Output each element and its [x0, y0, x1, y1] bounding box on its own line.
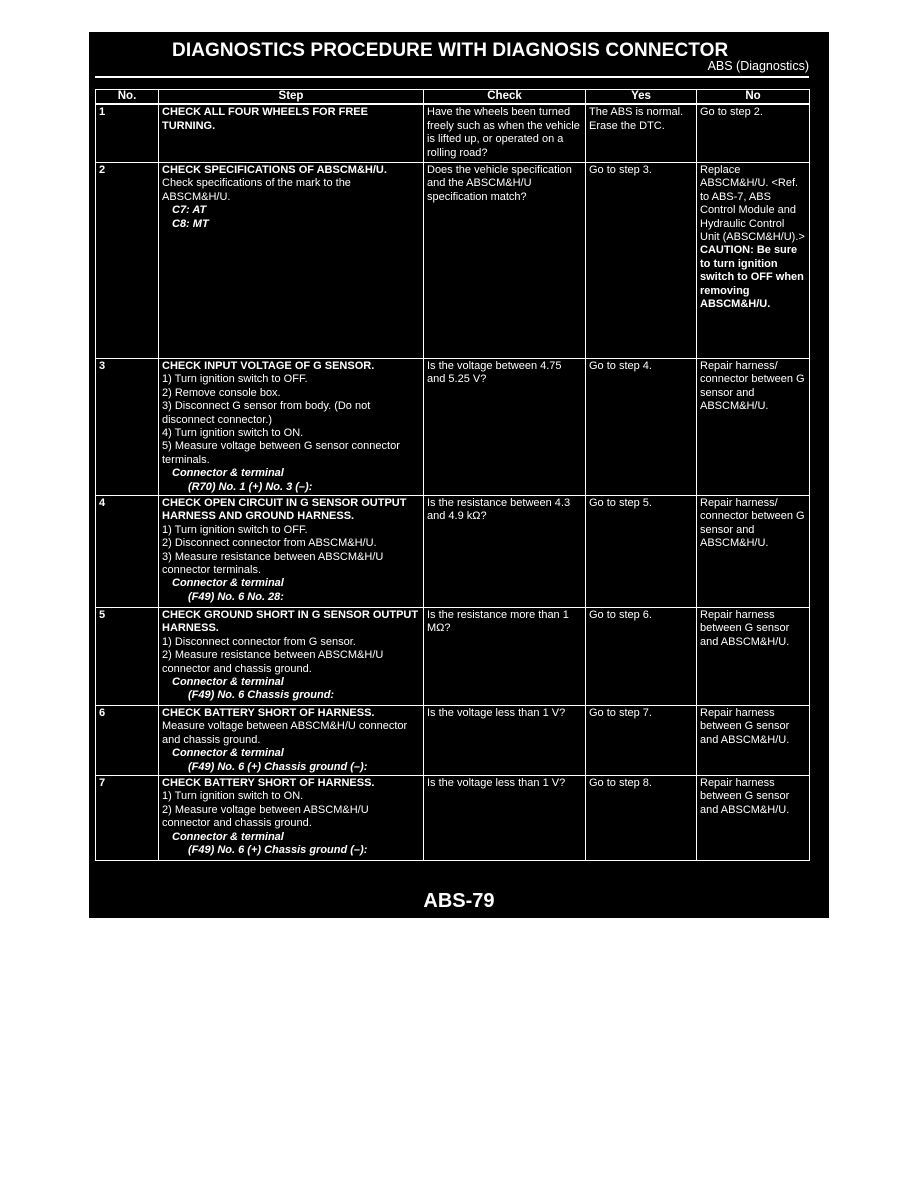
connector-terminal: (F49) No. 6 (+) Chassis ground (–):	[188, 760, 368, 773]
yes-action: Go to step 6.	[589, 608, 652, 621]
connector-terminal: (F49) No. 6 No. 28:	[188, 590, 284, 603]
no-cell	[697, 162, 810, 358]
step-instruction: 2) Remove console box.	[162, 386, 281, 399]
step-title: CHECK BATTERY SHORT OF HARNESS.	[162, 706, 375, 719]
no-action: Repair harness between G sensor and ABSCM&H/U.	[700, 608, 790, 648]
connector-label: Connector & terminal	[172, 577, 284, 590]
step-instruction: 2) Measure resistance between ABSCM&H/U connector and chassis ground.	[162, 649, 384, 675]
step-cell	[159, 104, 424, 162]
no-action: Repair harness/ connector between G sensor and ABSCM&H/U.	[700, 496, 805, 550]
step-number: 7	[99, 777, 106, 789]
yes-action: Go to step 8.	[589, 777, 652, 789]
step-title: CHECK BATTERY SHORT OF HARNESS.	[162, 777, 375, 789]
step-instruction: 1) Turn ignition switch to OFF.	[162, 523, 308, 536]
step-instruction: 4) Turn ignition switch to ON.	[162, 426, 304, 439]
step-cell	[159, 495, 424, 607]
connector-label: C7: AT	[172, 204, 207, 217]
table-row	[96, 776, 810, 861]
step-number-cell	[96, 607, 159, 705]
page-number: ABS-79	[423, 890, 495, 912]
no-cell	[697, 776, 810, 861]
check-cell	[424, 776, 586, 861]
no-cell	[697, 607, 810, 705]
manual-page	[89, 32, 829, 918]
table-row	[96, 358, 810, 495]
yes-action: Go to step 4.	[589, 359, 652, 372]
caution-note: CAUTION: Be sure to turn ignition switch to OFF when removing ABSCM&H/U.	[700, 244, 804, 310]
check-question: Is the resistance more than 1 MΩ?	[427, 608, 569, 635]
table-row	[96, 705, 810, 775]
yes-action: The ABS is normal. Erase the DTC.	[589, 106, 684, 132]
no-cell	[697, 495, 810, 607]
step-instruction: 5) Measure voltage between G sensor connector terminals.	[162, 440, 400, 466]
check-cell	[424, 705, 586, 775]
connector-label: Connector & terminal	[172, 467, 284, 480]
check-question: Is the resistance between 4.3 and 4.9 kΩ?	[427, 496, 571, 523]
table-row	[96, 607, 810, 705]
check-question: Does the vehicle specification and the ABSCM&H/U specification match?	[427, 163, 572, 203]
check-question: Is the voltage less than 1 V?	[427, 777, 566, 789]
diagnostics-table	[95, 89, 810, 861]
table-header-row	[96, 90, 810, 105]
connector-terminal: C8: MT	[172, 217, 209, 230]
table-row	[96, 104, 810, 162]
step-instruction: 2) Measure voltage between ABSCM&H/U connector and chassis ground.	[162, 803, 369, 830]
step-number: 2	[99, 163, 106, 176]
table-row	[96, 162, 810, 358]
page-title: DIAGNOSTICS PROCEDURE WITH DIAGNOSIS CONNECTOR	[172, 40, 729, 61]
step-instruction: 1) Turn ignition switch to ON.	[162, 790, 304, 803]
step-number: 3	[99, 359, 106, 372]
yes-cell	[586, 358, 697, 495]
step-cell	[159, 607, 424, 705]
yes-cell	[586, 705, 697, 775]
check-cell	[424, 607, 586, 705]
step-instruction: Check specifications of the mark to the ABSCM&H/U.	[162, 177, 351, 203]
step-number-cell	[96, 705, 159, 775]
no-action: Go to step 2.	[700, 106, 763, 119]
yes-cell	[586, 495, 697, 607]
step-number: 1	[99, 106, 106, 119]
connector-label: Connector & terminal	[172, 830, 284, 843]
yes-action: Go to step 3.	[589, 163, 652, 176]
step-number: 4	[99, 496, 106, 509]
table-row	[96, 495, 810, 607]
step-number-cell	[96, 495, 159, 607]
step-instruction: 3) Disconnect G sensor from body. (Do not disconnect connector.)	[162, 400, 371, 426]
step-title: CHECK ALL FOUR WHEELS FOR FREE TURNING.	[162, 106, 368, 132]
check-cell	[424, 495, 586, 607]
step-number-cell	[96, 776, 159, 861]
no-action: Repair harness between G sensor and ABSCM&H/U.	[700, 777, 790, 816]
check-question: Is the voltage less than 1 V?	[427, 706, 566, 719]
step-title: CHECK INPUT VOLTAGE OF G SENSOR.	[162, 359, 375, 372]
col-header-check: Check	[424, 90, 586, 105]
check-question: Is the voltage between 4.75 and 5.25 V?	[427, 359, 562, 386]
check-question: Have the wheels been turned freely such as when the vehicle is lifted up, or operated on a rolling road?	[427, 106, 580, 159]
step-number: 5	[99, 608, 106, 621]
step-instruction: 3) Measure resistance between ABSCM&H/U connector terminals.	[162, 550, 384, 576]
no-action: Replace ABSCM&H/U. <Ref. to ABS-7, ABS Control Module and Hydraulic Control Unit (ABSCM&H/U).>	[700, 163, 805, 243]
no-cell	[697, 705, 810, 775]
col-header-no: No.	[96, 90, 159, 105]
no-cell	[697, 358, 810, 495]
step-number-cell	[96, 104, 159, 162]
step-cell	[159, 705, 424, 775]
step-title: CHECK GROUND SHORT IN G SENSOR OUTPUT HARNESS.	[162, 608, 419, 635]
yes-cell	[586, 776, 697, 861]
step-cell	[159, 358, 424, 495]
connector-terminal: (F49) No. 6 Chassis ground:	[188, 689, 335, 702]
step-instruction: 1) Disconnect connector from G sensor.	[162, 635, 356, 648]
no-action: Repair harness/ connector between G sensor and ABSCM&H/U.	[700, 359, 805, 413]
col-header-no-action: No	[697, 90, 810, 105]
check-cell	[424, 162, 586, 358]
yes-cell	[586, 162, 697, 358]
step-title: CHECK OPEN CIRCUIT IN G SENSOR OUTPUT HARNESS AND GROUND HARNESS.	[162, 496, 407, 523]
step-title: CHECK SPECIFICATIONS OF ABSCM&H/U.	[162, 163, 387, 176]
connector-label: Connector & terminal	[172, 747, 284, 760]
title-rule	[95, 76, 809, 78]
col-header-step: Step	[159, 90, 424, 105]
yes-action: Go to step 5.	[589, 496, 652, 509]
step-cell	[159, 162, 424, 358]
step-instruction: 1) Turn ignition switch to OFF.	[162, 373, 308, 386]
check-cell	[424, 104, 586, 162]
step-number-cell	[96, 162, 159, 358]
step-instruction: 2) Disconnect connector from ABSCM&H/U.	[162, 537, 377, 550]
step-cell	[159, 776, 424, 861]
step-number-cell	[96, 358, 159, 495]
connector-terminal: (F49) No. 6 (+) Chassis ground (–):	[188, 844, 368, 857]
yes-action: Go to step 7.	[589, 706, 652, 719]
col-header-yes: Yes	[586, 90, 697, 105]
no-cell	[697, 104, 810, 162]
connector-label: Connector & terminal	[172, 676, 284, 688]
connector-terminal: (R70) No. 1 (+) No. 3 (–):	[188, 480, 313, 493]
yes-cell	[586, 104, 697, 162]
yes-cell	[586, 607, 697, 705]
step-number: 6	[99, 706, 106, 719]
step-instruction: Measure voltage between ABSCM&H/U connector and chassis ground.	[162, 720, 408, 746]
check-cell	[424, 358, 586, 495]
section-subtitle: ABS (Diagnostics)	[707, 59, 809, 73]
no-action: Repair harness between G sensor and ABSCM&H/U.	[700, 706, 790, 746]
